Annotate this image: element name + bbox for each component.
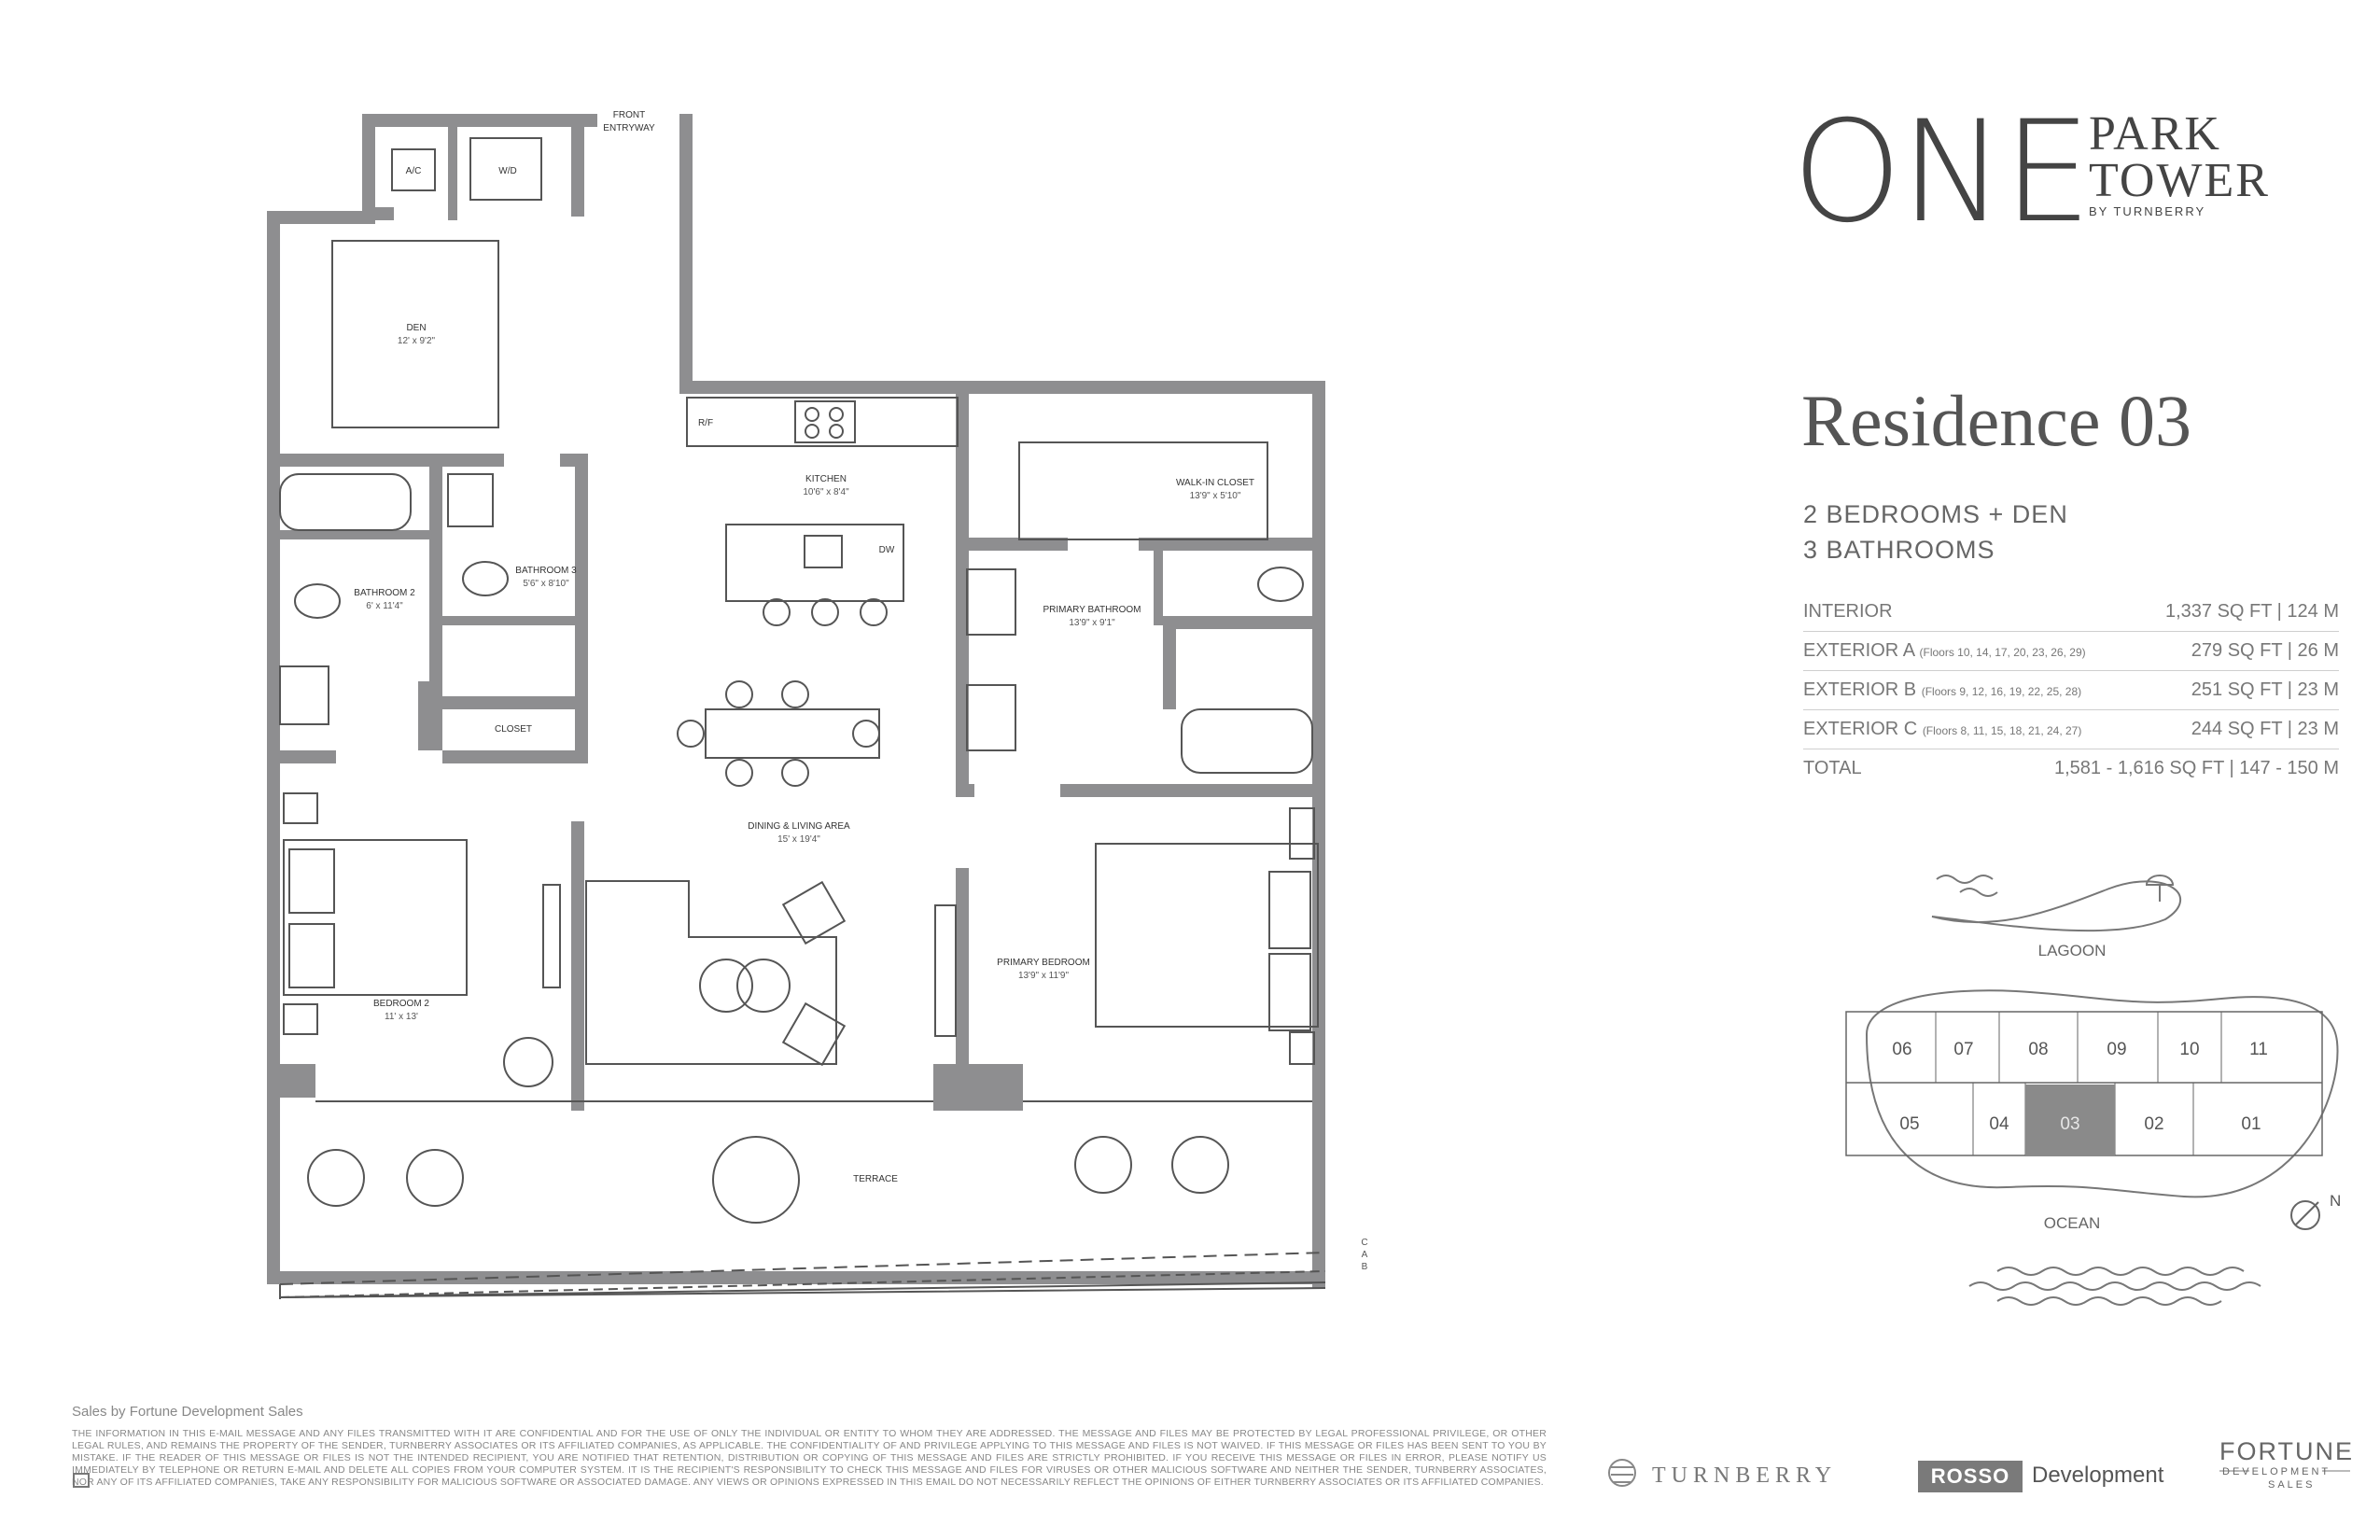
cooktop xyxy=(795,401,855,442)
spec-label: INTERIOR xyxy=(1803,601,1893,622)
wall xyxy=(956,784,974,797)
toilet-2 xyxy=(295,584,340,618)
wall xyxy=(267,1064,315,1098)
spec-label: EXTERIOR A xyxy=(1803,640,1914,661)
key-map xyxy=(1846,875,2341,1305)
bed-2 xyxy=(284,840,467,995)
label-front: FRONT xyxy=(612,110,646,120)
residence-bedrooms: 2 BEDROOMS + DEN xyxy=(1803,500,2068,528)
brand-one: ONE xyxy=(1792,91,2091,254)
burner xyxy=(805,425,819,438)
label-kitchen: KITCHEN xyxy=(805,474,847,484)
terrace-chair xyxy=(1075,1137,1131,1193)
spec-label: EXTERIOR B xyxy=(1803,679,1917,700)
spec-row-total xyxy=(1803,750,2339,788)
unit-05: 05 xyxy=(1899,1114,1920,1134)
chair xyxy=(504,1038,553,1086)
brand-by-turnberry: BY TURNBERRY xyxy=(2089,204,2206,218)
spec-row-interior xyxy=(1803,594,2339,632)
wall xyxy=(267,211,280,1284)
label-den: DEN xyxy=(406,323,427,333)
rosso-logo: ROSSO xyxy=(1918,1461,2023,1492)
label-ac: A/C xyxy=(405,166,422,176)
vanity-primary xyxy=(967,685,1015,750)
wall xyxy=(1163,616,1312,629)
wall xyxy=(956,868,969,1073)
vanity-2 xyxy=(280,666,329,724)
dining-chair xyxy=(678,721,704,747)
wall xyxy=(280,750,336,763)
spec-value: 1,581 - 1,616 SQ FT | 147 - 150 M xyxy=(2054,758,2339,778)
unit-11: 11 xyxy=(2249,1040,2268,1059)
dining-chair xyxy=(782,760,808,786)
burner xyxy=(830,425,843,438)
terrace-table xyxy=(713,1137,799,1223)
label-closet: CLOSET xyxy=(494,724,533,735)
island-sink xyxy=(805,536,842,567)
label-kitchen-dim: 10'6" x 8'4" xyxy=(803,487,849,497)
unit-09: 09 xyxy=(2107,1040,2127,1059)
label-line-a: A xyxy=(1361,1250,1368,1260)
unit-08: 08 xyxy=(2028,1040,2049,1059)
wall xyxy=(584,114,597,127)
fortune-logo: FORTUNE xyxy=(2219,1437,2355,1465)
label-dining-dim: 15' x 19'4" xyxy=(777,834,820,845)
wall xyxy=(679,381,1325,394)
wall xyxy=(571,1064,584,1111)
label-bath3: BATHROOM 3 xyxy=(515,566,577,576)
armchair xyxy=(783,882,845,944)
toilet-3 xyxy=(463,562,508,595)
spec-value: 251 SQ FT | 23 M xyxy=(2191,679,2339,700)
equal-housing-icon xyxy=(73,1473,90,1488)
unit-10: 10 xyxy=(2179,1040,2200,1059)
walls xyxy=(267,114,1325,1288)
stool xyxy=(763,599,790,625)
label-rf: R/F xyxy=(697,418,714,428)
vanity-primary xyxy=(967,569,1015,635)
burner xyxy=(830,408,843,421)
wall xyxy=(571,114,584,217)
label-wd: W/D xyxy=(498,166,517,176)
spec-label: EXTERIOR C xyxy=(1803,719,1918,739)
label-primary-bed: PRIMARY BEDROOM xyxy=(997,958,1090,968)
label-den-dim: 12' x 9'2" xyxy=(397,336,436,346)
spec-value: 244 SQ FT | 23 M xyxy=(2191,719,2339,739)
brand-park: PARK xyxy=(2089,107,2221,161)
label-entryway: ENTRYWAY xyxy=(603,123,655,133)
label-line-c: C xyxy=(1361,1238,1368,1248)
wall xyxy=(679,114,693,394)
dining-chair xyxy=(726,681,752,707)
dining-chair xyxy=(853,721,879,747)
north-label: N xyxy=(2330,1192,2342,1210)
wall xyxy=(571,821,584,1101)
spec-note: (Floors 8, 11, 15, 18, 21, 24, 27) xyxy=(1922,724,2082,737)
nightstand xyxy=(284,793,317,823)
label-line-b: B xyxy=(1361,1262,1368,1272)
spec-value: 279 SQ FT | 26 M xyxy=(2191,640,2339,661)
pillow xyxy=(1269,954,1310,1030)
spec-note: (Floors 9, 12, 16, 19, 22, 25, 28) xyxy=(1921,685,2082,698)
label-bath3-dim: 5'6" x 8'10" xyxy=(523,579,569,589)
nightstand xyxy=(284,1004,317,1034)
label-bath2: BATHROOM 2 xyxy=(354,588,415,598)
lagoon-waves xyxy=(1937,875,1997,896)
wall xyxy=(280,454,504,467)
wall xyxy=(1312,1064,1325,1288)
wall xyxy=(448,127,457,220)
label-walkin: WALK-IN CLOSET xyxy=(1175,478,1255,488)
sales-by: Sales by Fortune Development Sales xyxy=(72,1404,303,1420)
ocean-label: OCEAN xyxy=(2043,1214,2101,1232)
label-terrace: TERRACE xyxy=(853,1174,898,1184)
wall xyxy=(375,207,394,220)
spec-row-exterior-a xyxy=(1803,633,2339,671)
stool xyxy=(812,599,838,625)
lagoon-label: LAGOON xyxy=(2037,942,2107,959)
kitchen-counter xyxy=(687,398,958,446)
terrace-chair xyxy=(1172,1137,1228,1193)
label-primary-bath: PRIMARY BATHROOM xyxy=(1043,605,1141,615)
dresser xyxy=(543,885,560,987)
stool xyxy=(861,599,887,625)
wall xyxy=(933,1064,1023,1111)
wall xyxy=(280,530,429,539)
wall xyxy=(442,696,588,709)
den-rug xyxy=(332,241,498,427)
unit-07: 07 xyxy=(1953,1040,1974,1059)
wall xyxy=(1154,551,1163,625)
burner xyxy=(805,408,819,421)
nightstand xyxy=(1290,1032,1314,1064)
residence-title: Residence 03 xyxy=(1801,380,2192,461)
bathtub-primary xyxy=(1182,709,1312,773)
wall xyxy=(1060,784,1312,797)
unit-02: 02 xyxy=(2144,1114,2164,1134)
armchair xyxy=(783,1003,845,1065)
spec-row-exterior-c xyxy=(1803,711,2339,749)
compass-needle xyxy=(2296,1202,2318,1225)
pillow xyxy=(289,924,334,987)
label-dw: DW xyxy=(878,545,895,555)
wall xyxy=(442,616,588,625)
wall xyxy=(575,454,588,750)
bathtub-2 xyxy=(280,474,411,530)
unit-06: 06 xyxy=(1892,1040,1912,1059)
residence-bathrooms: 3 BATHROOMS xyxy=(1803,536,1995,564)
fortune-development: DEVELOPMENT xyxy=(2222,1466,2331,1477)
unit-03: 03 xyxy=(2060,1114,2080,1134)
dining-chair xyxy=(782,681,808,707)
disclaimer: THE INFORMATION IN THIS E-MAIL MESSAGE AND ANY FILES TRANSMITTED WITH IT ARE CONFIDENTIAL AND FOR THE USE OF ONLY THE INDIVIDUAL OR ENTITY TO WHOM THEY ARE ADDRESSED. THE MESSAGE AND FILES MAY BE PROTECTED BY LEGAL PROFESSIONAL PRIVILEGE, OR OTHER LEGAL RULES, AND REMAINS THE PROPERTY OF THE SENDER, TURNBERRY ASSOCIATES OR ITS AFFILIATED COMPANIES, AS APPLICABLE. THE CONFIDENTIALITY OF AND PRIVILEGE APPLYING TO THIS MESSAGE AND FILES IS NOT WAIVED. IF THIS MESSAGE OR FILES HAS BEEN SENT TO YOU BY MISTAKE. IF THE READER OF THIS MESSAGE OR FILES IS NOT THE INTENDED RECIPIENT, YOU ARE NOTIFIED THAT RETENTION, DISTRIBUTION OR COPYING OF THIS MESSAGE AND FILES ARE STRICTLY PROHIBITED. IF YOU RECEIVE THIS MESSAGE OR FILES IN ERROR, PLEASE NOTIFY US IMMEDIATELY BY TELEPHONE OR RETURN E-MAIL AND DELETE ALL COPIES FROM YOUR COMPUTER SYSTEM. IT IS THE RECIPIENT'S RESPONSIBILITY TO CHECK THIS MESSAGE AND FILES FOR VIRUSES OR OTHER MALICIOUS SOFTWARE AND NEITHER THE SENDER, TURNBERRY ASSOCIATES, NOR ANY OF ITS AFFILIATED COMPANIES, TAKE ANY RESPONSIBILITY FOR MALICIOUS SOFTWARE OR ASSOCIATED DAMAGE. ANY VIEWS OR OPINIONS EXPRESSED IN THIS EMAIL DO NOT NECESSARILY REFLECT THE OPINIONS OF EITHER TURNBERRY ASSOCIATES OR ITS AFFILIATED COMPANIES. xyxy=(72,1428,1547,1488)
umbrella-icon xyxy=(2147,875,2173,902)
fortune-sales: SALES xyxy=(2268,1479,2316,1491)
spec-note: (Floors 10, 14, 17, 20, 23, 26, 29) xyxy=(1919,646,2086,659)
brand-tower: TOWER xyxy=(2089,154,2270,207)
dresser xyxy=(935,905,956,1036)
sofa xyxy=(586,881,836,1064)
coffee-table xyxy=(737,959,790,1012)
ocean-waves xyxy=(1969,1267,2261,1305)
turnberry-mark-icon xyxy=(1609,1460,1635,1486)
turnberry-logo: TURNBERRY xyxy=(1652,1463,1838,1488)
unit-01: 01 xyxy=(2241,1114,2261,1134)
label-bed2-dim: 11' x 13' xyxy=(385,1012,418,1022)
wall xyxy=(362,114,375,217)
label-bed2: BEDROOM 2 xyxy=(372,999,430,1009)
vanity-3 xyxy=(448,474,493,526)
label-primary-bed-dim: 13'9" x 11'9" xyxy=(1017,971,1070,981)
wall xyxy=(442,750,588,763)
label-bath2-dim: 6' x 11'4" xyxy=(366,601,403,611)
rosso-development: Development xyxy=(2032,1463,2164,1488)
label-walkin-dim: 13'9" x 5'10" xyxy=(1189,491,1241,501)
wall xyxy=(418,681,442,750)
terrace-chair xyxy=(407,1150,463,1206)
spec-label: TOTAL xyxy=(1803,758,1862,778)
toilet-primary xyxy=(1258,567,1303,601)
unit-04: 04 xyxy=(1989,1114,2009,1134)
pillow xyxy=(1269,872,1310,948)
dining-chair xyxy=(726,760,752,786)
nightstand xyxy=(1290,808,1314,859)
wall xyxy=(267,211,375,224)
spec-row-exterior-b xyxy=(1803,672,2339,710)
label-dining: DINING & LIVING AREA xyxy=(748,821,850,832)
spec-value: 1,337 SQ FT | 124 M xyxy=(2164,601,2339,622)
terrace-chair xyxy=(308,1150,364,1206)
label-primary-bath-dim: 13'9" x 9'1" xyxy=(1069,618,1115,628)
wall xyxy=(362,114,584,127)
wall xyxy=(280,1271,1312,1284)
pillow xyxy=(289,849,334,913)
wall xyxy=(1163,616,1176,709)
